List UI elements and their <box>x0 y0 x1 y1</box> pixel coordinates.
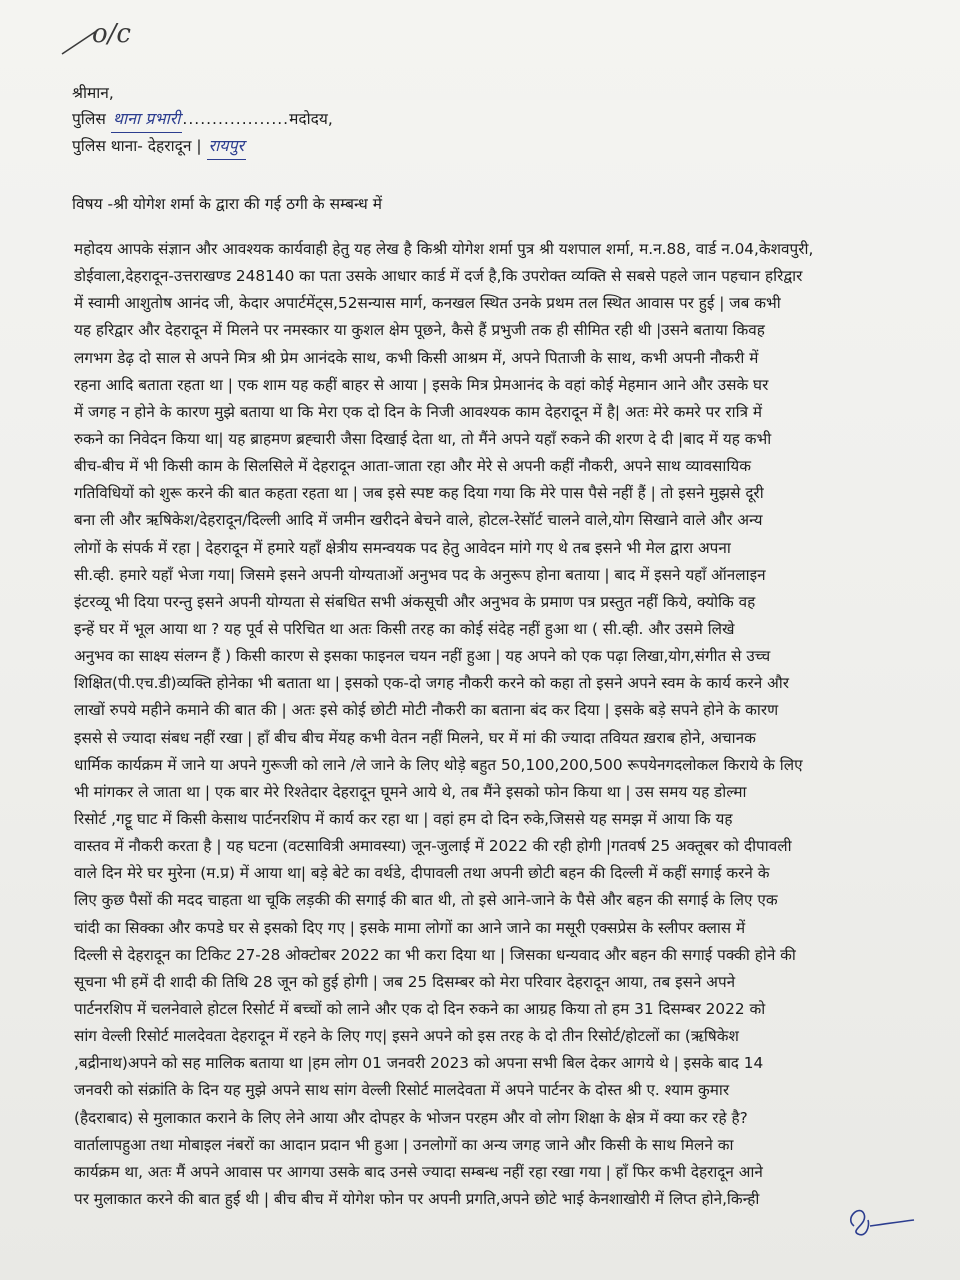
station-prefix: पुलिस थाना- देहरादून | <box>72 137 202 155</box>
body-line: महोदय आपके संज्ञान और आवश्यक कार्यवाही हेतु यह लेख है किश्री योगेश शर्मा पुत्र श्री यशपाल शर्मा, म.न.88, वार्ड न.04,केशवपुरी, <box>74 240 814 258</box>
body-line: भी मांगकर ले जाता था | एक बार मेरे रिश्तेदार देहरादून घूमने आये थे, तब मैंने इसको फोन किया था | उस समय यह डोल्मा <box>74 782 747 801</box>
body-line: पर मुलाकात करने की बात हुई थी | बीच बीच में योगेश फोन पर अपनी प्रगति,अपने छोटे भाई केनशाखोरी में लिप्त होने,किन्ही <box>74 1189 760 1208</box>
body-line: चांदी का सिक्का और कपडे घर से इसको दिए गए | इसके मामा लोगों का आने जाने का मसूरी एक्सप्रेस के स्लीपर क्लास में <box>74 918 746 937</box>
police-prefix: पुलिस <box>72 110 106 128</box>
police-officer-line <box>72 106 333 133</box>
body-line: इन्हें घर में भूल आया था ? यह पूर्व से परिचित था अतः किसी तरह का कोई संदेह नहीं हुआ था ( सी.व्ही. और उसमे लिखे <box>74 619 735 638</box>
body-line: वास्तव में नौकरी करता है | यह घटना (वटसावित्री अमावस्या) जून-जुलाई में 2022 की रही होगी |गतवर्ष 25 अक्तूबर को दीपावली <box>74 837 792 856</box>
body-line: बीच-बीच में भी किसी काम के सिलसिले में देहरादून आता-जाता रहा और मेरे से अपनी कहीं नौकरी, अपने साथ व्यावसायिक <box>74 457 751 476</box>
salutation: श्रीमान, <box>72 84 114 102</box>
letter-body <box>74 236 924 1213</box>
police-handwritten: थाना प्रभारी <box>111 106 183 133</box>
body-line: लगभग डेढ़ दो साल से अपने मित्र श्री प्रेम आनंदके साथ, कभी किसी आश्रम में, अपने पिताजी के साथ, कभी अपनी नौकरी में <box>74 348 759 367</box>
body-line: में जगह न होने के कारण मुझे बताया था कि मेरा एक दो दिन के निजी आवश्यक काम देहरादून में है| अतः मेरे कमरे पर रात्रि में <box>74 402 763 421</box>
body-line: (हैदराबाद) से मुलाकात कराने के लिए लेने आया और दोपहर के भोजन परहम और वो लोग शिक्षा के क्षेत्र में क्या कर रहे है? <box>74 1108 748 1127</box>
body-line: इंटरव्यू भी दिया परन्तु इसने अपनी योग्यता से संबधित सभी अंकसूची और अनुभव के प्रमाण पत्र प्रस्तुत नहीं किये, क्योकि वह <box>74 592 756 611</box>
body-line: रुकने का निवेदन किया था| यह ब्राहमण ब्रह्चारी जैसा दिखाई देता था, तो मैंने अपने यहाँ रुकने की शरण दे दी |बाद में यह कभी <box>74 429 772 448</box>
body-line: जनवरी को संक्रांति के दिन यह मुझे अपने साथ सांग वेल्ली रिसोर्ट मालदेवता में अपने पार्टनर के दोस्त श्री ए. श्याम कुमार <box>74 1081 730 1100</box>
body-line: रहना आदि बताता रहता था | एक शाम यह कहीं बाहर से आया | इसके मित्र प्रेमआनंद के वहां कोई मेहमान आने और उसके घर <box>74 375 769 394</box>
body-line: में स्वामी आशुतोष आनंद जी, केदार अपार्टमेंट्स,52सन्यास मार्ग, कनखल स्थित उनके प्रथम तल स्थित आवास पर हुई | जब कभी <box>74 294 781 313</box>
subject-line: विषय -श्री योगेश शर्मा के द्वारा की गई ठगी के सम्बन्ध में <box>72 195 383 213</box>
body-line: बना ली और ऋषिकेश/देहरादून/दिल्ली आदि में जमीन खरीदने बेचने वाले, होटल-रेसॉर्ट चालने वाले,योग सिखाने वाले और अन्य <box>74 511 763 530</box>
body-line: वाले दिन मेरे घर मुरेना (म.प्र) में आया था| बड़े बेटे का वर्थडे, दीपावली तथा अपनी छोटी बहन की दिल्ली में कहीं सगाई करने के <box>74 864 770 883</box>
signature-mark <box>840 1196 920 1244</box>
body-line: लोगों के संपर्क में रहा | देहरादून में हमारे यहाँ क्षेत्रीय समन्वयक पद हेतु आवेदन मांगे गए थे तब इसने भी मेल द्वारा अपना <box>74 538 731 557</box>
body-line: लाखों रुपये महीने कमाने की बात की | अतः इसे कोई छोटी मोटी नौकरी का बताना बंद कर दिया | इसके बड़े सपने होने के कारण <box>74 701 779 720</box>
police-suffix: मदोदय, <box>289 110 333 128</box>
handwritten-corner-mark <box>58 8 148 68</box>
body-line: डोईवाला,देहरादून-उत्तराखण्ड 248140 का पता उसके आधार कार्ड में दर्ज है,कि उपरोक्त व्यक्ति से सबसे पहले जान पहचान हरिद्वार <box>74 267 803 286</box>
body-line: दिल्ली से देहरादून का टिकिट 27-28 ओक्टोबर 2022 का भी करा दिया था | जिसका धन्यवाद और बहन की सगाई पक्की होने की <box>74 945 796 964</box>
body-line: सूचना भी हमें दी शादी की तिथि 28 जून को हुई होगी | जब 25 दिसम्बर को मेरा परिवार देहरादून आया, तब इसने अपने <box>74 972 736 991</box>
body-line: धार्मिक कार्यक्रम में जाने या अपने गुरूजी को लाने /ले जाने के लिए थोड़े बहुत 50,100,200,500 रूपयेनगदलोकल किराये के लिए <box>74 755 803 774</box>
body-line: सांग वेल्ली रिसोर्ट मालदेवता देहरादून में रहने के लिए गए| इसने अपने को इस तरह के दो तीन रिसोर्ट/होटलों का (ऋषिकेश <box>74 1027 739 1046</box>
police-dots: .................. <box>182 110 290 128</box>
body-line: पार्टनरशिप में चलनेवाले होटल रिसोर्ट में बच्चों को लाने और एक दो दिन रुकने का आग्रह किया तो हम 31 दिसम्बर 2022 को <box>74 999 766 1018</box>
body-line: अनुभव का साक्ष्य संलग्न हैं ) किसी कारण से इसका फाइनल चयन नहीं हुआ | यह अपने को एक पढ़ा लिखा,योग,संगीत से उच्च <box>74 647 771 666</box>
body-line: लिए कुछ पैसों की मदद चाहता था चूकि लड़की की सगाई की बात थी, तो इसे आने-जाने के पैसे और बहन की सगाई के लिए एक <box>74 891 778 910</box>
body-line: गतिविधियों को शुरू करने की बात कहता रहता था | जब इसे स्पष्ट कह दिया गया कि मेरे पास पैसे नहीं हैं | तो इसने मुझसे दूरी <box>74 484 764 503</box>
body-line: सी.व्ही. हमारे यहाँ भेजा गया| जिसमे इसने अपनी योग्यताओं अनुभव पद के अनुरूप होना बताया | बाद में इसने यहाँ ऑनलाइन <box>74 565 766 584</box>
address-block <box>72 80 333 160</box>
body-line: शिक्षित(पी.एच.डी)व्यक्ति होनेका भी बताता था | इसको एक-दो जगह नौकरी करने को कहा तो इसने अपने स्वम के कार्य करने और <box>74 674 789 693</box>
body-line: ,बद्रीनाथ)अपने को सह मालिक बताया था |हम लोग 01 जनवरी 2023 को अपना सभी बिल देकर आगये थे | इसके बाद 14 <box>74 1054 764 1073</box>
station-handwritten: रायपुर <box>207 133 247 160</box>
corner-note: o/c <box>92 19 131 49</box>
body-line: वार्तालापहुआ तथा मोबाइल नंबरों का आदान प्रदान भी हुआ | उनलोगों का अन्य जगह जाने और किसी के साथ मिलने का <box>74 1135 734 1154</box>
body-line: यह हरिद्वार और देहरादून में मिलने पर नमस्कार या कुशल क्षेम पूछने, कैसे हैं प्रभुजी तक ही सीमित रही थी |उसने बताया किवह <box>74 321 765 340</box>
body-line: कार्यक्रम था, अतः मैं अपने आवास पर आगया उसके बाद उनसे ज्यादा सम्बन्ध नहीं रहा रखा गया | हाँ फिर कभी देहरादून आने <box>74 1162 763 1181</box>
body-line: इससे से ज्यादा संबध नहीं रखा | हाँ बीच बीच मेंयह कभी वेतन नहीं मिलने, घर में मां की ज्यादा तवियत ख़राब होने, अचानक <box>74 728 756 747</box>
body-line: रिसोर्ट ,गट्टू घाट में किसी केसाथ पार्टनरशिप में कार्य कर रहा था | वहां हम दो दिन रुके,जिससे यह समझ में आया कि यह <box>74 809 733 828</box>
police-station-line <box>72 133 333 160</box>
